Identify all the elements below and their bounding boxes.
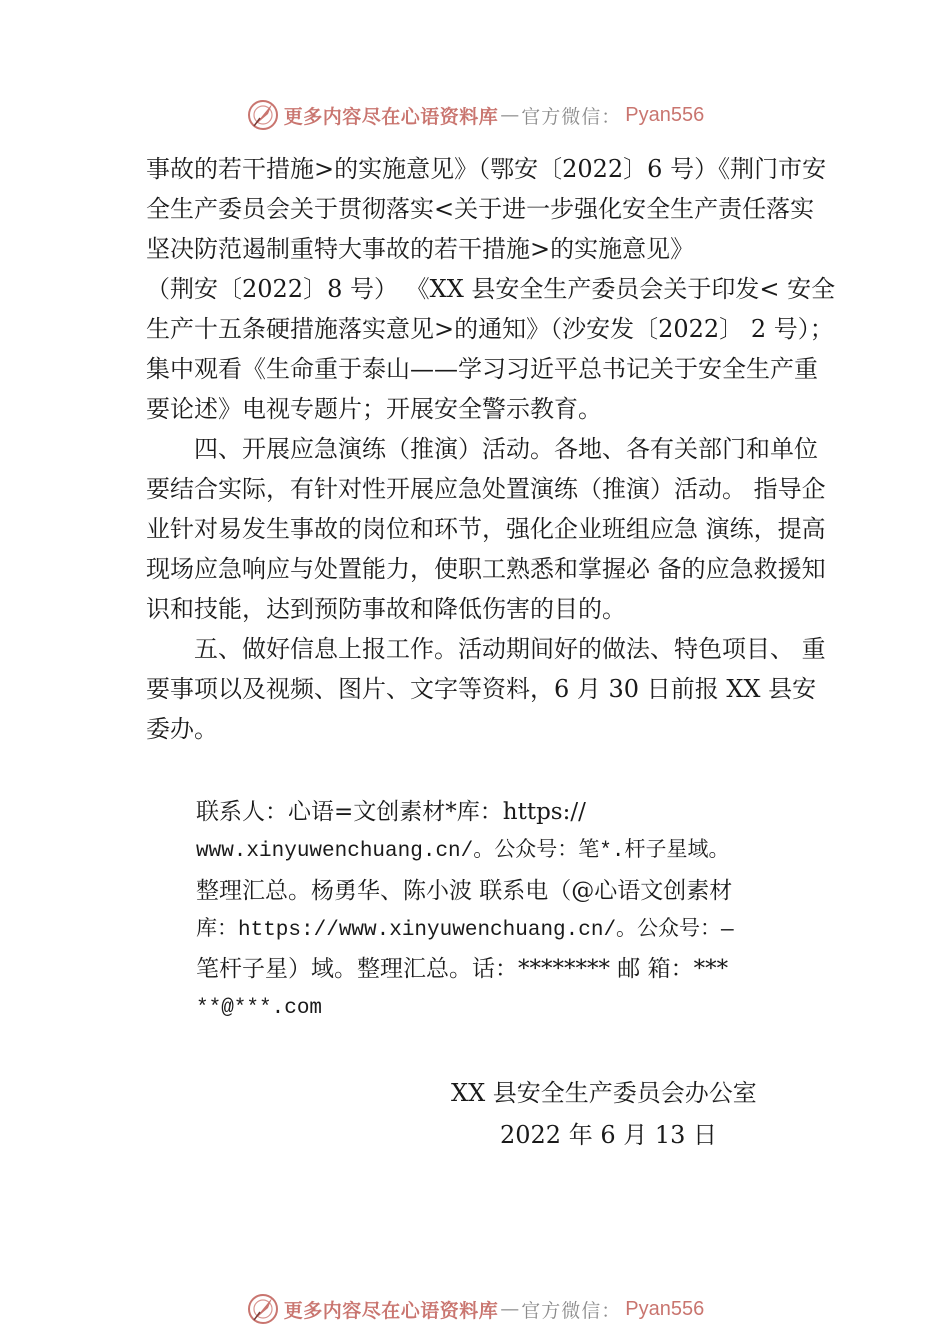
header-banner (0, 95, 950, 135)
contact-line: **@***.com (196, 997, 323, 1021)
signature-date: 2022 年 6 月 13 日 (500, 1121, 718, 1149)
quill-logo-icon (246, 98, 280, 132)
quill-logo-icon (246, 1292, 280, 1326)
banner-wechat-id: Pyan556 (625, 103, 705, 126)
contact-line: www.xinyuwenchuang.cn/。公众号：笔*.杆子星域。 (196, 840, 730, 864)
banner-title: 更多内容尽在心语资料库 (283, 105, 499, 128)
paragraph-emergency-drill: 四、开展应急演练（推演）活动。各地、各有关部门和单位要结合实际，有针对性开展应急处置演练（推演）活动。 指导企业针对易发生事故的岗位和环节，强化企业班组应急 演练，提高现场应急响应与处置能力，使职工熟悉和掌握必 备的应急救援知识和技能，达到预防事故和降低伤害的目的。 (146, 435, 826, 623)
document-body (146, 149, 836, 749)
contact-line: 笔杆子星）域。整理汇总。话：******** 邮 箱：*** (196, 956, 729, 983)
banner-wechat-label: 官方微信： (521, 1299, 622, 1322)
banner-separator: — (500, 104, 520, 126)
banner-separator: — (500, 1298, 520, 1320)
banner-wechat-id: Pyan556 (625, 1297, 705, 1320)
signature-org: XX 县安全生产委员会办公室 (451, 1079, 757, 1107)
contact-line: 整理汇总。杨勇华、陈小波 联系电（@心语文创素材 (196, 877, 733, 904)
paragraph-viewing-education: （荆安〔2022〕8 号） 《XX 县安全生产委员会关于印发< 安全生产十五条硬措施落实意见>的通知》（沙安发〔2022〕 2 号）；集中观看《生命重于泰山——学习习近平总书记关于安全生产重要论述》电视专题片；开展安全警示教育。 (146, 275, 836, 423)
footer-banner (0, 1289, 950, 1329)
contact-block (196, 793, 816, 1029)
paragraph-reporting: 五、做好信息上报工作。活动期间好的做法、特色项目、 重要事项以及视频、图片、文字等资料，6 月 30 日前报 XX 县安委办。 (146, 635, 826, 743)
contact-line: 联系人：心语=文创素材*库：https:// (196, 799, 586, 825)
banner-wechat-label: 官方微信： (521, 105, 622, 128)
paragraph-policy-refs: 事故的若干措施>的实施意见》（鄂安〔2022〕6 号）《荆门市安全生产委员会关于贯彻落实<关于进一步强化安全生产责任落实 坚决防范遏制重特大事故的若干措施>的实施意见》 (146, 155, 827, 263)
contact-line: 库：https://www.xinyuwenchuang.cn/。公众号：— (196, 918, 734, 942)
banner-title: 更多内容尽在心语资料库 (283, 1299, 499, 1322)
